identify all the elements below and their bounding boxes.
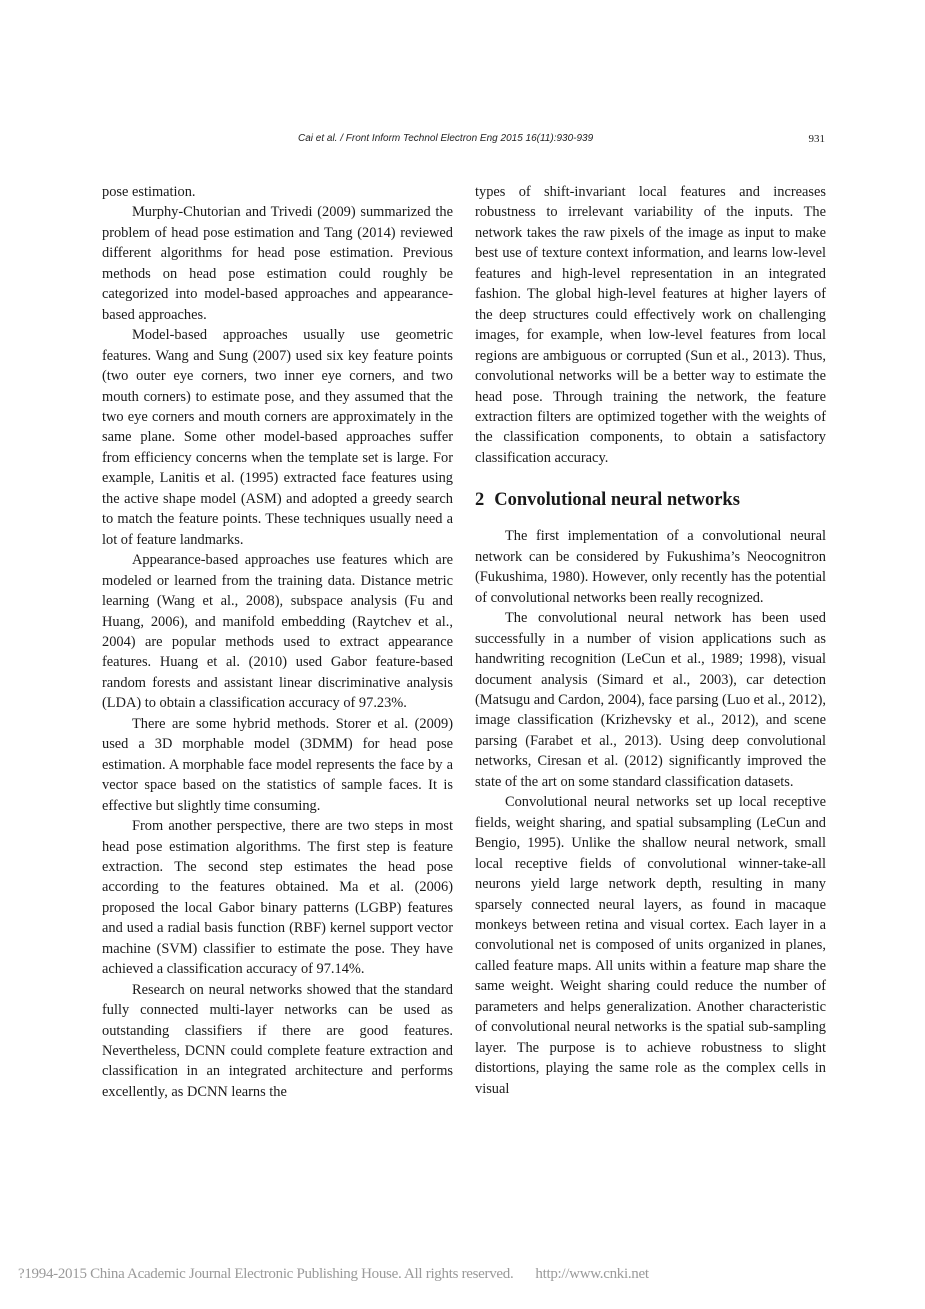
copyright-text: ?1994-2015 China Academic Journal Electronic Publishing House. All rights reserved. <box>18 1266 514 1282</box>
running-header <box>298 133 825 144</box>
section-heading <box>475 488 826 512</box>
paragraph: Research on neural networks showed that the standard fully connected multi-layer networks can be used as outstanding classifiers if there are good features. Nevertheless, DCNN could complete feature extraction and classification in an integrated architecture and performs excellently, as DCNN learns the <box>102 981 453 1100</box>
paragraph: Convolutional neural networks set up local receptive fields, weight sharing, and spatial subsampling (LeCun and Bengio, 1995). Unlike the shallow neural network, small local receptive fields of convolutional winner-take-all neurons yield large network depth, resulting in many sparsely connected neural layers, as found in macaque monkeys between retina and visual cortex. Each layer in a convolutional net is composed of units organized in planes, called feature maps. All units within a feature map share the same weight. Weight sharing could reduce the number of parameters and helps generalization. Another characteristic of convolutional neural networks is the spatial sub-sampling layer. The purpose is to achieve robustness to slight distortions, playing the same role as the complex cells in visual <box>475 794 826 1097</box>
paragraph: Model-based approaches usually use geometric features. Wang and Sung (2007) used six key feature points (two outer eye corners, two inner eye corners, and two mouth corners) to estimate pose, and they assumed that the two eye corners and mouth corners are approximately in the same plane. Some other model-based approaches suffer from efficiency concerns when the template set is large. For example, Lanitis et al. (1995) extracted face features using the active shape model (ASM) and adopted a greedy search to match the feature points. These techniques usually need a lot of feature landmarks. <box>102 327 453 548</box>
paragraph: From another perspective, there are two steps in most head pose estimation algorithms. The first step is feature extraction. The second step estimates the head pose according to the features obtained. Ma et al. (2006) proposed the local Gabor binary patterns (LGBP) features and used a radial basis function (RBF) kernel support vector machine (SVM) classifier to estimate the pose. They have achieved a classification accuracy of 97.14%. <box>102 818 453 978</box>
right-column <box>475 182 826 1099</box>
copyright-footer <box>18 1266 918 1283</box>
running-title: Cai et al. / Front Inform Technol Electron Eng 2015 16(11):930-939 <box>298 133 594 144</box>
paragraph: The first implementation of a convolutional neural network can be considered by Fukushima’s Neocognitron (Fukushima, 1980). However, only recently has the potential of convolutional networks been really recognized. <box>475 528 826 606</box>
footer-url: http://www.cnki.net <box>535 1266 649 1282</box>
paragraph: Murphy-Chutorian and Trivedi (2009) summarized the problem of head pose estimation and Tang (2014) reviewed different algorithms for head pose estimation. Previous methods on head pose estimation could roughly be categorized into model-based approaches and appearance-based approaches. <box>102 204 453 323</box>
paragraph: There are some hybrid methods. Storer et al. (2009) used a 3D morphable model (3DMM) for head pose estimation. A morphable face model represents the face by a vector space based on the statistics of sample faces. It is effective but slightly time consuming. <box>102 715 453 814</box>
paragraph: pose estimation. <box>102 184 196 200</box>
paragraph: types of shift-invariant local features and increases robustness to irrelevant variability of the inputs. The network takes the raw pixels of the image as input to make best use of texture context information, and learns low-level features and high-level representation in an integrated fashion. The global high-level features at higher layers of the deep structures could effectively work on challenging images, for example, when low-level features from local regions are ambiguous or corrupted (Sun et al., 2013). Thus, convolutional networks will be a better way to estimate the head pose. Through training the network, the feature extraction filters are optimized together with the weights of the classification components, to obtain a satisfactory classification accuracy. <box>475 184 826 466</box>
section-title: Convolutional neural networks <box>494 490 740 511</box>
paragraph: Appearance-based approaches use features which are modeled or learned from the training data. Distance metric learning (Wang et al., 2008), subspace analysis (Fu and Huang, 2006), and manifold embedding (Raytchev et al., 2004) are popular methods used to extract appearance features. Huang et al. (2010) used Gabor feature-based random forests and assistant linear discriminative analysis (LDA) to obtain a classification accuracy of 97.23%. <box>102 552 453 712</box>
paragraph: The convolutional neural network has been used successfully in a number of vision applications such as handwriting recognition (LeCun et al., 1989; 1998), visual document analysis (Simard et al., 2003), car detection (Matsugu and Cardon, 2004), face parsing (Luo et al., 2012), image classification (Krizhevsky et al., 2012), and scene parsing (Farabet et al., 2013). Using deep convolutional networks, Ciresan et al. (2012) significantly improved the state of the art on some standard classification datasets. <box>475 610 826 790</box>
section-number: 2 <box>475 490 485 511</box>
left-column <box>102 182 453 1102</box>
page-number: 931 <box>808 133 825 145</box>
